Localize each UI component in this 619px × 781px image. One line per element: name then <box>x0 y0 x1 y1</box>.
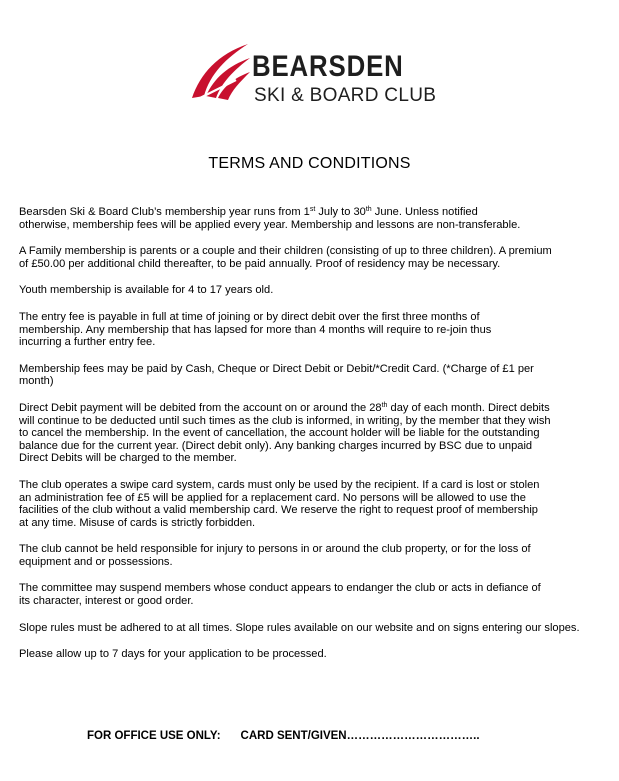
text-line <box>19 402 609 415</box>
superscript: th <box>381 401 388 409</box>
text-line: The club cannot be held responsible for injury to persons in or around the club property, or for the loss of <box>19 543 531 556</box>
office-use-footer <box>87 730 480 742</box>
text-line: equipment and or possessions. <box>19 555 173 568</box>
card-sent-field: …………………………….. <box>346 730 480 742</box>
text-line: Membership fees may be paid by Cash, Cheque or Direct Debit or Debit/*Credit Card. (*Charge of £1 per <box>19 362 534 375</box>
text-line: to cancel the membership. In the event of cancellation, the account holder will be liable for the outstanding <box>19 427 540 440</box>
text-segment: Direct Debit payment will be debited from the account on or around the 28 <box>19 401 382 414</box>
logo-subtitle: SKI & BOARD CLUB <box>254 85 437 106</box>
text-line: an administration fee of £5 will be applied for a replacement card. No persons will be allowed to use the <box>19 491 526 504</box>
text-line: A Family membership is parents or a couple and their children (consisting of up to three children). A premium <box>19 245 552 258</box>
page-title: TERMS AND CONDITIONS <box>208 155 411 172</box>
paragraph-direct-debit <box>19 402 609 465</box>
office-use-label: FOR OFFICE USE ONLY: <box>87 730 221 742</box>
text-segment: day of each month. Direct debits <box>387 401 550 414</box>
terms-body <box>19 206 609 661</box>
superscript: st <box>309 206 316 213</box>
text-line: Slope rules must be adhered to at all times. Slope rules available on our website and on signs entering our slopes. <box>19 621 580 634</box>
text-line: will continue to be deducted until such times as the club is informed, in writing, by the member that they wish <box>19 414 551 427</box>
paragraph-membership-year <box>19 206 609 231</box>
paragraph-suspension <box>19 582 609 607</box>
text-line: incurring a further entry fee. <box>19 336 156 349</box>
superscript: th <box>365 206 372 213</box>
paragraph-youth-membership <box>19 284 609 297</box>
paragraph-liability <box>19 543 609 568</box>
text-line: of £50.00 per additional child thereafter, to be paid annually. Proof of residency may be necessary. <box>19 257 501 270</box>
text-line: month) <box>19 375 54 388</box>
paragraph-swipe-card <box>19 479 609 529</box>
text-line: otherwise, membership fees will be applied every year. Membership and lessons are non-transferable. <box>19 218 521 231</box>
text-segment: July to 30 <box>315 206 366 218</box>
text-line: Please allow up to 7 days for your application to be processed. <box>19 648 327 661</box>
text-line: The club operates a swipe card system, cards must only be used by the recipient. If a card is lost or stolen <box>19 478 540 491</box>
club-logo <box>190 30 437 108</box>
text-line: balance due for the current year. (Direct debit only). Any banking charges incurred by BSC due to unpaid <box>19 439 533 452</box>
text-segment: June. Unless notified <box>371 206 478 218</box>
paragraph-processing-time <box>19 648 609 661</box>
text-line: its character, interest or good order. <box>19 595 194 608</box>
paragraph-entry-fee <box>19 311 609 349</box>
text-line: facilities of the club without a valid membership card. We reserve the right to request proof of membership <box>19 504 538 517</box>
paragraph-payment-methods <box>19 363 609 388</box>
paragraph-family-membership <box>19 245 609 270</box>
logo-name: BEARSDEN <box>252 50 404 83</box>
text-line: Direct Debits will be charged to the member. <box>19 452 237 465</box>
text-line: The committee may suspend members whose conduct appears to endanger the club or acts in defiance of <box>19 582 541 595</box>
text-segment: Bearsden Ski & Board Club’s membership year runs from 1 <box>19 206 310 218</box>
text-line <box>19 206 609 219</box>
text-line: The entry fee is payable in full at time of joining or by direct debit over the first three months of <box>19 310 480 323</box>
paragraph-slope-rules <box>19 622 609 635</box>
text-line: membership. Any membership that has lapsed for more than 4 months will require to re-join thus <box>19 323 492 336</box>
card-sent-label: CARD SENT/GIVEN <box>240 730 347 742</box>
ski-swoosh-icon <box>190 40 252 104</box>
text-line: Youth membership is available for 4 to 17 years old. <box>19 284 274 297</box>
text-line: at any time. Misuse of cards is strictly forbidden. <box>19 516 256 529</box>
